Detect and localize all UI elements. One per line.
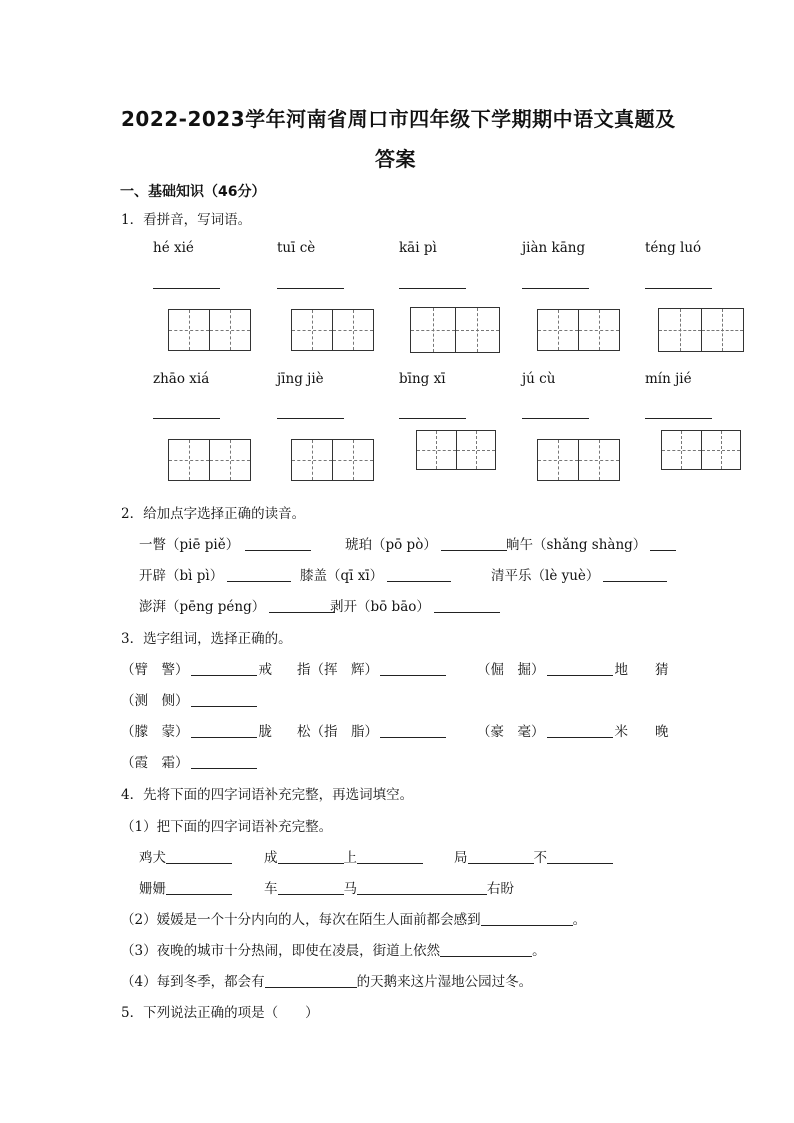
answer-blank[interactable] xyxy=(357,849,423,864)
choice-item: （倔 掘） 地 xyxy=(477,662,628,678)
answer-blank[interactable] xyxy=(278,880,344,895)
idiom-item: 局 不 xyxy=(454,846,613,866)
writing-grid[interactable] xyxy=(168,439,251,481)
pronunciation-item: 琥珀（pō pò） xyxy=(345,533,507,553)
question-5-stem: 5．下列说法正确的项是（ ） xyxy=(121,1005,319,1021)
pinyin-label: téng luó xyxy=(645,240,702,256)
question-4-stem: 4．先将下面的四字词语补充完整，再选词填空。 xyxy=(121,787,414,803)
answer-blank[interactable] xyxy=(227,567,291,582)
answer-blank[interactable] xyxy=(434,598,500,613)
pronunciation-item: 澎湃（pēng péng） xyxy=(139,595,335,615)
answer-blank[interactable] xyxy=(153,418,220,419)
pronunciation-item: 开辟（bì pì） xyxy=(139,564,291,584)
answer-blank[interactable] xyxy=(547,661,613,676)
answer-blank[interactable] xyxy=(481,911,573,926)
pronunciation-item: 膝盖（qī xī） xyxy=(300,564,451,584)
answer-blank[interactable] xyxy=(166,880,232,895)
choice-item: （臂 警） 戒 xyxy=(121,662,272,678)
answer-blank[interactable] xyxy=(522,418,589,419)
pinyin-label: bīng xī xyxy=(399,371,446,387)
answer-blank[interactable] xyxy=(278,849,344,864)
writing-grid[interactable] xyxy=(537,309,620,351)
answer-blank[interactable] xyxy=(645,288,712,289)
page-title-continued: 答案 xyxy=(375,147,416,171)
answer-blank[interactable] xyxy=(191,723,257,738)
answer-blank[interactable] xyxy=(191,692,257,707)
choice-item: （朦 蒙） 胧 xyxy=(121,724,272,740)
answer-blank[interactable] xyxy=(441,536,507,551)
answer-blank[interactable] xyxy=(399,418,466,419)
pinyin-label: jiàn kāng xyxy=(522,240,586,256)
answer-blank[interactable] xyxy=(357,880,487,895)
answer-blank[interactable] xyxy=(399,288,466,289)
section-heading-basics: 一、基础知识（46分） xyxy=(120,184,266,200)
choice-item: 指（挥 辉） xyxy=(297,658,446,678)
pinyin-label: kāi pì xyxy=(399,240,437,256)
answer-blank[interactable] xyxy=(245,536,311,551)
question-2-stem: 2．给加点字选择正确的读音。 xyxy=(121,506,306,522)
question-4-sub-3: （3）夜晚的城市十分热闹，即使在凌晨，街道上依然 。 xyxy=(121,943,546,959)
writing-grid[interactable] xyxy=(291,309,374,351)
writing-grid[interactable] xyxy=(658,308,744,352)
question-4-sub-2: （2）媛媛是一个十分内向的人，每次在陌生人面前都会感到 。 xyxy=(121,912,587,928)
answer-blank[interactable] xyxy=(191,661,257,676)
answer-blank[interactable] xyxy=(547,723,613,738)
answer-blank[interactable] xyxy=(468,849,534,864)
answer-blank[interactable] xyxy=(153,288,220,289)
answer-blank[interactable] xyxy=(166,849,232,864)
answer-blank[interactable] xyxy=(547,849,613,864)
pinyin-label: hé xié xyxy=(153,240,194,256)
writing-grid[interactable] xyxy=(291,439,374,481)
pinyin-label: jú cù xyxy=(522,371,556,387)
answer-blank[interactable] xyxy=(191,754,257,769)
pronunciation-item: 剥开（bō bāo） xyxy=(330,595,500,615)
question-3-stem: 3．选字组词，选择正确的。 xyxy=(121,631,292,647)
writing-grid[interactable] xyxy=(416,430,496,470)
answer-blank[interactable] xyxy=(380,661,446,676)
writing-grid[interactable] xyxy=(661,430,741,470)
answer-blank[interactable] xyxy=(380,723,446,738)
answer-blank[interactable] xyxy=(603,567,667,582)
answer-blank[interactable] xyxy=(277,288,344,289)
pinyin-label: mín jié xyxy=(645,371,692,387)
idiom-item: 车 马 右盼 xyxy=(264,881,514,897)
answer-blank[interactable] xyxy=(440,942,532,957)
answer-blank[interactable] xyxy=(522,288,589,289)
idiom-item: 成 上 xyxy=(264,846,423,866)
question-4-sub-1: （1）把下面的四字词语补充完整。 xyxy=(121,819,333,835)
question-1-stem: 1．看拼音，写词语。 xyxy=(121,212,252,228)
answer-blank[interactable] xyxy=(269,598,335,613)
page-title: 2022-2023学年河南省周口市四年级下学期期中语文真题及 xyxy=(121,107,676,131)
choice-item: 松（指 脂） xyxy=(297,720,446,740)
pronunciation-item: 一瞥（piē piě） xyxy=(139,533,311,553)
choice-item-char: 猜 xyxy=(655,662,669,678)
pronunciation-item: 清平乐（lè yuè） xyxy=(491,564,667,584)
answer-blank[interactable] xyxy=(645,418,712,419)
answer-blank[interactable] xyxy=(277,418,344,419)
writing-grid[interactable] xyxy=(537,439,620,481)
writing-grid[interactable] xyxy=(410,307,500,353)
pinyin-label: zhāo xiá xyxy=(153,371,210,387)
idiom-item: 姗姗 xyxy=(139,877,232,897)
pronunciation-item: 晌午（shǎng shàng） xyxy=(506,533,676,553)
pinyin-label: jīng jiè xyxy=(277,371,324,387)
choice-item: （测 侧） xyxy=(121,689,257,709)
answer-blank[interactable] xyxy=(265,973,357,988)
choice-item: （霞 霜） xyxy=(121,751,257,771)
choice-item: （豪 毫） 米 xyxy=(477,724,628,740)
writing-grid[interactable] xyxy=(168,309,251,351)
question-4-sub-4: （4）每到冬季，都会有 的天鹅来这片湿地公园过冬。 xyxy=(121,974,533,990)
choice-item-char: 晚 xyxy=(655,724,669,740)
answer-blank[interactable] xyxy=(650,536,676,551)
answer-blank[interactable] xyxy=(387,567,451,582)
idiom-item: 鸡犬 xyxy=(139,846,232,866)
pinyin-label: tuī cè xyxy=(277,240,316,256)
